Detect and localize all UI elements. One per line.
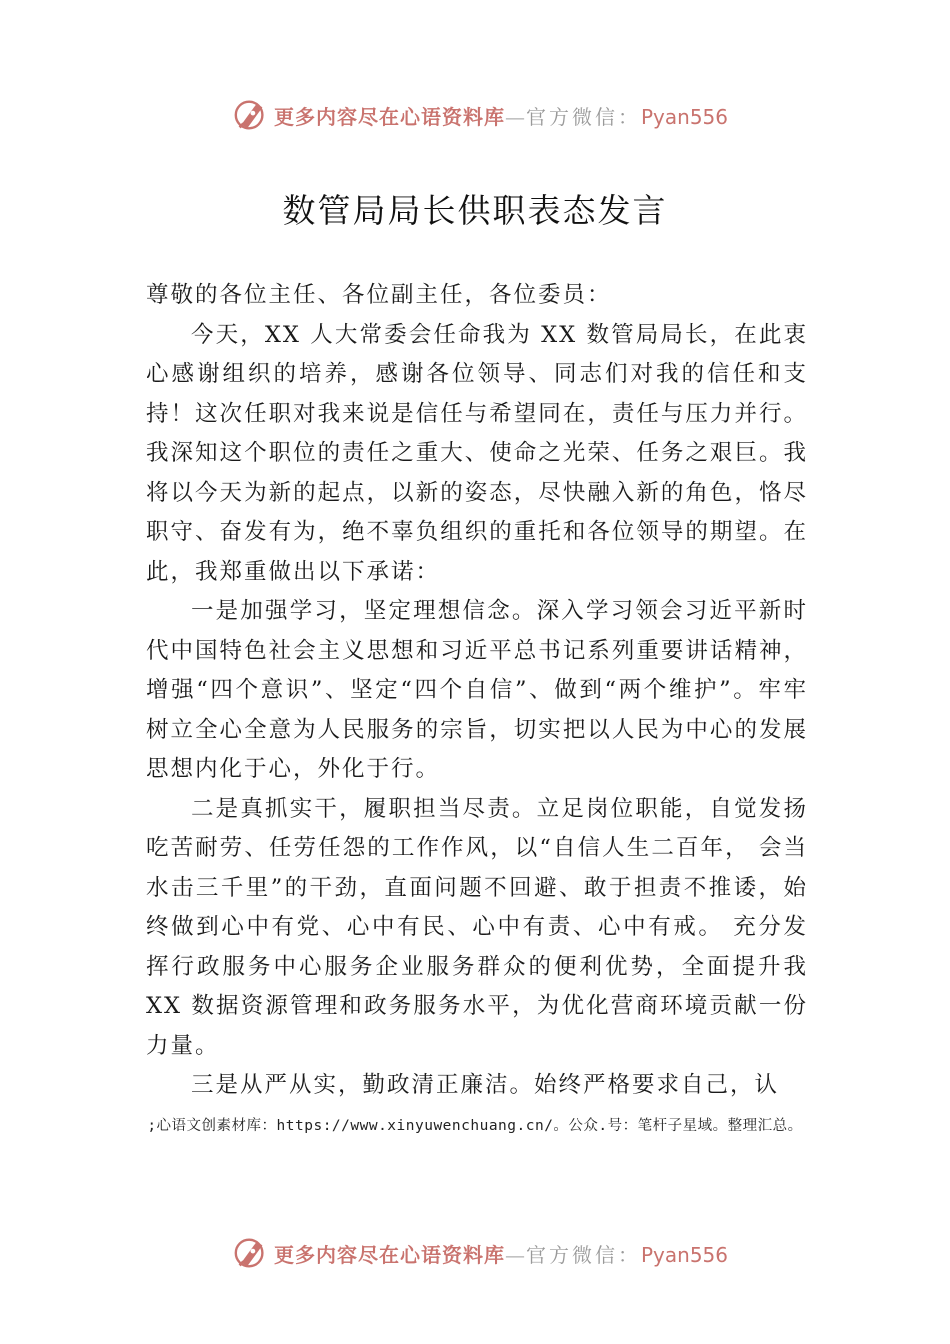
watermark-wechat-id: Pyan556 xyxy=(641,1242,729,1267)
document-body xyxy=(146,276,808,1106)
watermark-separator: — xyxy=(505,104,526,129)
salutation: 尊敬的各位主任、各位副主任，各位委员： xyxy=(146,282,612,308)
footer-watermark-banner xyxy=(0,1233,950,1273)
paragraph-commitment-2: 二是真抓实干，履职担当尽责。立足岗位职能，自觉发扬吃苦耐劳、任劳任怨的工作作风，以“自信人生二百年， 会当水击三千里”的干劲，直面问题不回避、敢于担责不推诿，始终做到心中有党、心中有民、心中有责、心中有戒。 充分发挥行政服务中心服务企业服务群众的便利优势，全面提升我 XX 数据资源管理和政务服务水平，为优化营商环境贡献一份力量。 xyxy=(146,795,808,1059)
watermark-wechat-label: 官方微信： xyxy=(526,1242,641,1267)
paragraph-commitment-3: 三是从严从实，勤政清正廉洁。始终严格要求自己，认 xyxy=(191,1072,780,1098)
paragraph-intro: 今天，XX 人大常委会任命我为 XX 数管局局长，在此衷心感谢组织的培养，感谢各位领导、同志们对我的信任和支持！这次任职对我来说是信任与希望同在，责任与压力并行。我深知这个职位的责任之重大、使命之光荣、任务之艰巨。我将以今天为新的起点，以新的姿态，尽快融入新的角色，恪尽职守、奋发有为，绝不辜负组织的重托和各位领导的期望。在此，我郑重做出以下承诺： xyxy=(146,321,808,585)
paragraph-commitment-1: 一是加强学习，坚定理想信念。深入学习领会习近平新时代中国特色社会主义思想和习近平总书记系列重要讲话精神，增强“四个意识”、坚定“四个自信”、做到“两个维护”。牢牢树立全心全意为人民服务的宗旨，切实把以人民为中心的发展思想内化于心，外化于行。 xyxy=(146,598,808,782)
watermark-main-text: 更多内容尽在心语资料库 xyxy=(274,1242,505,1267)
watermark-main-text: 更多内容尽在心语资料库 xyxy=(274,104,505,129)
document-title: 数管局局长供职表态发言 xyxy=(282,191,668,230)
watermark-wechat-label: 官方微信： xyxy=(526,104,641,129)
watermark-wechat-id: Pyan556 xyxy=(641,104,729,129)
source-footnote: ;心语文创素材库：https://www.xinyuwenchuang.cn/。公众.号：笔杆子星域。整理汇总。 xyxy=(147,1118,803,1134)
watermark-text xyxy=(274,101,728,130)
pen-nib-logo-icon xyxy=(232,1234,270,1272)
watermark-separator: — xyxy=(505,1242,526,1267)
watermark-text xyxy=(274,1239,728,1268)
pen-nib-logo-icon xyxy=(232,96,270,134)
header-watermark-banner xyxy=(0,95,950,135)
